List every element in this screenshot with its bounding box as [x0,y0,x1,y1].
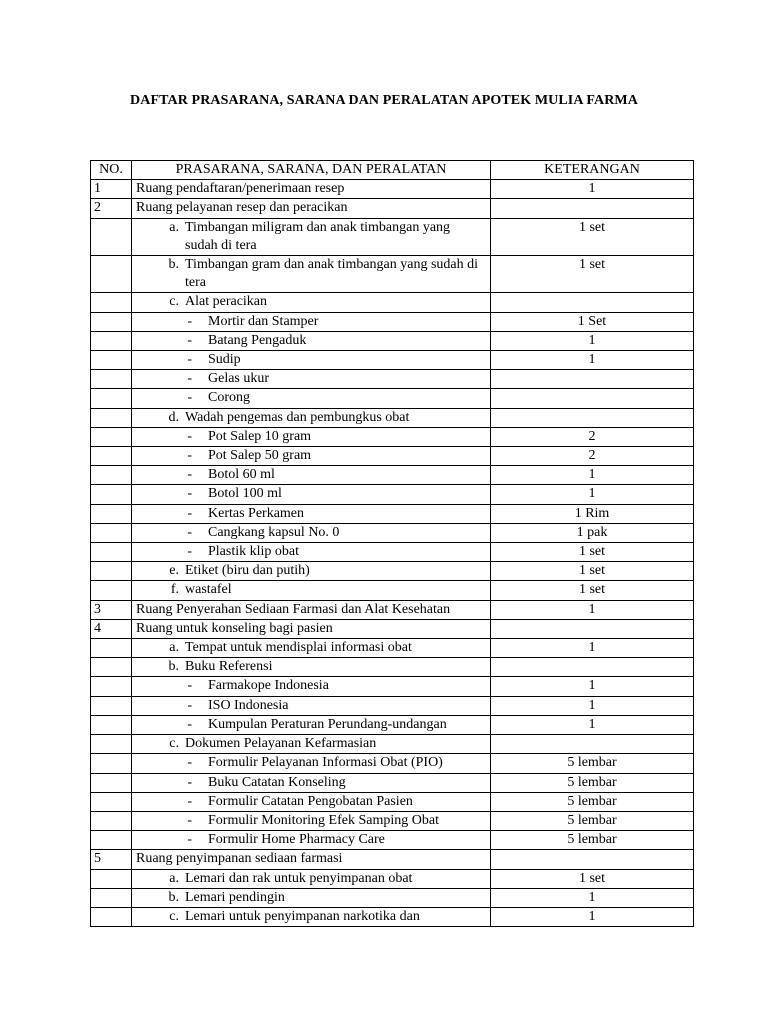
table-row [91,600,694,619]
row-item-text: Alat peracikan [185,294,268,310]
row-keterangan: 1 [491,907,694,926]
row-item [136,485,486,503]
row-item-marker: b. [168,659,179,675]
row-number [91,293,132,312]
row-item [136,389,486,407]
row-item-text: Etiket (biru dan putih) [185,563,310,579]
row-keterangan: 1 Rim [491,504,694,523]
row-item-cell [132,562,491,581]
row-item-cell [132,485,491,504]
row-item-cell [132,199,491,218]
row-item-text: Formulir Pelayanan Informasi Obat (PIO) [208,755,443,771]
row-item-marker: - [187,428,192,444]
row-keterangan: 1 set [491,562,694,581]
row-item-cell [132,888,491,907]
row-item-text: Cangkang kapsul No. 0 [208,524,340,540]
row-number [91,466,132,485]
row-number [91,831,132,850]
row-item-cell [132,696,491,715]
row-keterangan: 1 [491,180,694,199]
table-row [91,735,694,754]
row-item-text: Botol 100 ml [208,486,282,502]
table-row [91,754,694,773]
row-item-marker: - [187,524,192,540]
row-item-cell [132,331,491,350]
row-item [136,505,486,523]
inventory-table [90,160,694,927]
row-item-cell [132,427,491,446]
row-item-marker: e. [169,563,179,579]
row-number [91,581,132,600]
row-item [136,601,486,619]
row-keterangan [491,293,694,312]
row-item [136,409,486,427]
row-item-cell [132,466,491,485]
row-keterangan: 5 lembar [491,831,694,850]
row-item-marker: - [187,774,192,790]
row-keterangan: 1 [491,466,694,485]
row-item-cell [132,754,491,773]
row-item-cell [132,581,491,600]
table-row [91,792,694,811]
row-item-cell [132,523,491,542]
row-keterangan: 5 lembar [491,773,694,792]
row-keterangan: 1 [491,331,694,350]
row-keterangan: 1 set [491,581,694,600]
row-item [136,735,486,753]
table-row [91,869,694,888]
row-item-cell [132,370,491,389]
row-item-cell [132,600,491,619]
row-number [91,504,132,523]
row-item [136,850,486,868]
row-keterangan [491,199,694,218]
row-item [136,716,486,734]
row-item-cell [132,735,491,754]
row-item-text: Dokumen Pelayanan Kefarmasian [185,736,377,752]
row-item [136,180,486,198]
row-item [136,219,486,255]
row-item-text: wastafel [185,582,232,598]
row-item-cell [132,543,491,562]
document-title: DAFTAR PRASARANA, SARANA DAN PERALATAN APOTEK MULIA FARMA [130,93,638,108]
row-item-cell [132,504,491,523]
row-number: 5 [91,850,132,869]
row-item-marker: - [187,832,192,848]
row-item-text: Ruang pendaftaran/penerimaan resep [136,181,345,197]
row-item-marker: - [187,448,192,464]
table-row [91,504,694,523]
table-row [91,389,694,408]
row-item [136,620,486,638]
row-item [136,581,486,599]
row-item-text: ISO Indonesia [208,697,289,713]
table-row [91,888,694,907]
row-number [91,907,132,926]
row-item [136,870,486,888]
row-item-text: Pot Salep 50 gram [208,448,312,464]
row-item-text: Ruang untuk konseling bagi pasien [136,620,333,636]
row-item-cell [132,658,491,677]
row-keterangan: 2 [491,427,694,446]
row-keterangan [491,619,694,638]
row-keterangan [491,408,694,427]
row-number [91,543,132,562]
row-keterangan [491,658,694,677]
row-number [91,715,132,734]
row-item [136,332,486,350]
row-keterangan: 1 set [491,218,694,255]
row-item [136,697,486,715]
row-item-text: Farmakope Indonesia [208,678,329,694]
row-keterangan: 1 [491,639,694,658]
row-item-marker: a. [169,640,179,656]
row-keterangan: 1 Set [491,312,694,331]
row-item-text: Ruang penyimpanan sediaan farmasi [136,851,343,867]
row-number [91,754,132,773]
header-no: NO. [91,161,132,180]
row-item-cell [132,293,491,312]
table-row [91,581,694,600]
table-row [91,180,694,199]
row-item-cell [132,351,491,370]
row-item [136,447,486,465]
row-item [136,908,486,926]
row-number [91,696,132,715]
table-row [91,485,694,504]
row-item-marker: - [187,371,192,387]
row-number [91,485,132,504]
row-item [136,562,486,580]
row-keterangan [491,735,694,754]
table-row [91,218,694,255]
row-item-marker: b. [168,257,179,273]
row-item-marker: c. [169,736,179,752]
row-item-marker: b. [168,889,179,905]
row-item-cell [132,869,491,888]
row-number [91,562,132,581]
row-item-text: Timbangan miligram dan anak timbangan yang sudah di tera [185,219,451,253]
row-number [91,408,132,427]
row-keterangan: 1 [491,715,694,734]
row-item-cell [132,256,491,293]
table-row [91,427,694,446]
row-number [91,312,132,331]
row-keterangan [491,389,694,408]
row-item-text: Botol 60 ml [208,467,275,483]
row-number [91,218,132,255]
row-item [136,812,486,830]
row-item [136,658,486,676]
row-keterangan: 1 [491,677,694,696]
row-item-cell [132,180,491,199]
table-row [91,907,694,926]
table-row [91,773,694,792]
row-number: 4 [91,619,132,638]
row-item [136,428,486,446]
row-keterangan: 1 set [491,543,694,562]
row-item-marker: - [187,390,192,406]
header-item: PRASARANA, SARANA, DAN PERALATAN [132,161,491,180]
row-item-cell [132,792,491,811]
row-item-marker: - [187,332,192,348]
row-keterangan: 5 lembar [491,792,694,811]
row-item-text: Timbangan gram dan anak timbangan yang sudah di tera [185,257,479,291]
table-row [91,466,694,485]
row-item-marker: f. [170,582,179,598]
row-number: 1 [91,180,132,199]
row-item-marker: - [187,755,192,771]
table-row [91,408,694,427]
row-item-text: Kumpulan Peraturan Perundang-undangan [208,716,447,732]
row-item-marker: - [187,678,192,694]
table-row [91,562,694,581]
row-item-marker: - [187,716,192,732]
row-item-text: Plastik klip obat [208,544,299,560]
row-keterangan: 2 [491,447,694,466]
row-number [91,869,132,888]
row-number: 2 [91,199,132,218]
table-row [91,811,694,830]
row-item-text: Buku Referensi [185,659,273,675]
row-item-text: Gelas ukur [208,371,270,387]
row-number [91,427,132,446]
row-number: 3 [91,600,132,619]
table-row [91,523,694,542]
row-item-text: Ruang pelayanan resep dan peracikan [136,200,348,216]
row-keterangan: 1 [491,600,694,619]
row-item [136,639,486,657]
row-keterangan: 1 pak [491,523,694,542]
row-item [136,313,486,331]
row-item-text: Batang Pengaduk [208,332,307,348]
row-keterangan: 1 [491,351,694,370]
row-item-text: Pot Salep 10 gram [208,428,312,444]
row-item-marker: a. [169,870,179,886]
row-item [136,754,486,772]
row-item-marker: - [187,486,192,502]
row-keterangan: 1 [491,485,694,504]
table-row [91,447,694,466]
row-number [91,331,132,350]
row-item-cell [132,773,491,792]
row-item-marker: - [187,467,192,483]
table-row [91,256,694,293]
row-item-marker: c. [169,908,179,924]
table-row [91,696,694,715]
table-row [91,658,694,677]
row-item [136,524,486,542]
row-item-cell [132,831,491,850]
row-item-cell [132,312,491,331]
row-item-cell [132,715,491,734]
row-number [91,370,132,389]
row-item-cell [132,389,491,408]
table-row [91,199,694,218]
table-row [91,370,694,389]
row-item-text: Kertas Perkamen [208,505,305,521]
row-item-cell [132,619,491,638]
row-item-marker: - [187,352,192,368]
row-item-cell [132,218,491,255]
row-item-marker: - [187,505,192,521]
table-body [91,180,694,927]
table-row [91,293,694,312]
row-number [91,677,132,696]
row-item-marker: - [187,544,192,560]
table-row [91,351,694,370]
row-number [91,351,132,370]
row-number [91,811,132,830]
table-row [91,850,694,869]
row-number [91,735,132,754]
row-item-marker: a. [169,219,179,235]
row-number [91,792,132,811]
row-item-text: Formulir Catatan Pengobatan Pasien [208,793,413,809]
row-keterangan: 1 set [491,869,694,888]
table-row [91,639,694,658]
row-item-cell [132,639,491,658]
row-item [136,293,486,311]
row-number [91,773,132,792]
row-item [136,370,486,388]
table-row [91,715,694,734]
table-row [91,312,694,331]
row-item [136,831,486,849]
table-row [91,677,694,696]
row-item-text: Formulir Home Pharmacy Care [208,832,385,848]
row-item-cell [132,408,491,427]
row-item-marker: - [187,812,192,828]
row-item-text: Corong [208,390,250,406]
row-item-cell [132,811,491,830]
row-item [136,793,486,811]
row-item-marker: - [187,697,192,713]
row-item-text: Formulir Monitoring Efek Samping Obat [208,812,439,828]
row-item-text: Lemari dan rak untuk penyimpanan obat [185,870,413,886]
row-item [136,466,486,484]
row-item-cell [132,907,491,926]
row-item [136,256,486,292]
table-row [91,619,694,638]
row-item-marker: d. [168,409,179,425]
row-item-cell [132,447,491,466]
table-row [91,831,694,850]
row-item-marker: c. [169,294,179,310]
row-item [136,351,486,369]
row-item-text: Wadah pengemas dan pembungkus obat [185,409,410,425]
row-keterangan: 1 [491,888,694,907]
header-keterangan: KETERANGAN [491,161,694,180]
row-item-text: Mortir dan Stamper [208,313,319,329]
row-item-text: Ruang Penyerahan Sediaan Farmasi dan Alat Kesehatan [136,601,451,617]
table-header-row [91,161,694,180]
row-item-cell [132,677,491,696]
row-item [136,889,486,907]
table-row [91,543,694,562]
row-item [136,774,486,792]
row-item-text: Sudip [208,352,241,368]
row-keterangan [491,850,694,869]
row-keterangan: 1 [491,696,694,715]
row-item-marker: - [187,793,192,809]
row-number [91,447,132,466]
row-item-marker: - [187,313,192,329]
row-item-cell [132,850,491,869]
row-item [136,199,486,217]
row-item [136,677,486,695]
row-number [91,658,132,677]
row-keterangan [491,370,694,389]
row-item-text: Lemari pendingin [185,889,285,905]
row-item-text: Buku Catatan Konseling [208,774,346,790]
row-number [91,888,132,907]
row-number [91,389,132,408]
row-item [136,543,486,561]
row-number [91,256,132,293]
row-keterangan: 5 lembar [491,754,694,773]
row-number [91,523,132,542]
row-keterangan: 5 lembar [491,811,694,830]
row-keterangan: 1 set [491,256,694,293]
table-row [91,331,694,350]
row-item-text: Tempat untuk mendisplai informasi obat [185,640,412,656]
row-number [91,639,132,658]
row-item-text: Lemari untuk penyimpanan narkotika dan [185,908,420,924]
